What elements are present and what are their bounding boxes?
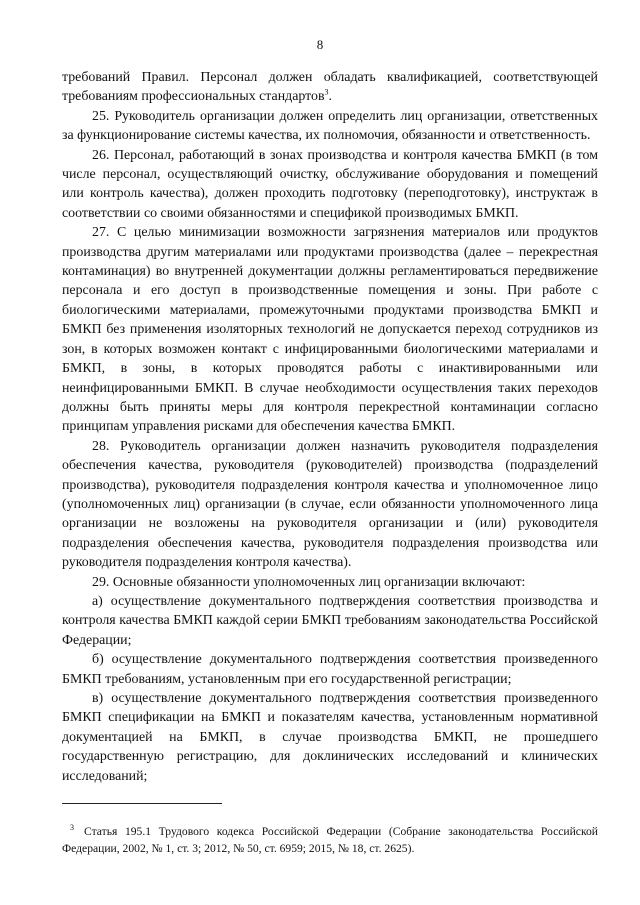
paragraph-continuation xyxy=(62,68,598,107)
paragraph-text: требований Правил. Персонал должен обладать квалификацией, соответствующей требованиям профессиональных стандартов xyxy=(62,70,598,105)
paragraph-29: 29. Основные обязанности уполномоченных лиц организации включают: xyxy=(92,574,526,590)
paragraph-29-a: а) осуществление документального подтверждения соответствия производства и контроля качества БМКП каждой серии БМКП требованиям законодательства Российской Федерации; xyxy=(62,593,598,648)
footnote-mark: 3 xyxy=(70,823,74,833)
footnote-reference: 3 xyxy=(324,87,329,97)
paragraph-tail: . xyxy=(328,89,333,105)
paragraph-26: 26. Персонал, работающий в зонах производства и контроля качества БМКП (в том числе персонал, осуществляющий очистку, обслуживание оборудования и помещений или контроль качества), должен проходить подготовку (переподготовку), инструктаж в соответствии со своими обязанностями и спецификой производимых БМКП. xyxy=(62,147,598,221)
paragraph-29-b: б) осуществление документального подтверждения соответствия произведенного БМКП требованиям, установленным при его государственной регистрации; xyxy=(62,652,598,687)
paragraph-25: 25. Руководитель организации должен определить лиц организации, ответственных за функционирование системы качества, их полномочия, обязанности и ответственность. xyxy=(62,108,598,144)
page-number: 8 xyxy=(316,37,324,52)
footnote xyxy=(62,823,598,857)
footnote-text: Статья 195.1 Трудового кодекса Российской Федерации (Собрание законодательства Российской Федерации, 2002, № 1, ст. 3; 2012, № 50, ст. 6959; 2015, № 18, ст. 2625). xyxy=(62,825,598,855)
paragraph-27: 27. С целью минимизации возможности загрязнения материалов или продуктов производства другим материалами или продуктами производства (далее – перекрестная контаминация) во внутренней документации должны регламентироваться передвижение персонала и его доступ в производственные помещения и зоны. При работе с биологическими материалами, промежуточными продуктами производства БМКП и БМКП без применения изоляторных технологий не допускается переход сотрудников из зон, в которых возможен контакт с инфицированными биологическими материалами и БМКП, в зоны, в которых проводятся работы с инактивированными или неинфицированными БМКП. В случае необходимости осуществления таких переходов должны быть приняты меры для контроля перекрестной контаминации согласно принципам управления рисками для обеспечения качества БМКП. xyxy=(62,225,598,435)
paragraph-29-v: в) осуществление документального подтверждения соответствия произведенного БМКП спецификации на БМКП и показателям качества, установленным нормативной документацией на БМКП, в случае производства БМКП, не прошедшего государственную регистрацию, для доклинических исследований и клинических исследований; xyxy=(62,691,598,784)
document-body xyxy=(62,68,598,786)
paragraph-28: 28. Руководитель организации должен назначить руководителя подразделения обеспечения качества, руководителя (руководителей) производства (подразделений производства), руководителя подразделения контроля качества и уполномоченное лицо (уполномоченных лиц) организации (в случае, если обязанности уполномоченного лица организации не возложены на руководителя организации и (или) руководителя подразделения обеспечения качества, руководителя подразделения производства или руководителя подразделения контроля качества). xyxy=(62,438,598,571)
footnote-separator xyxy=(62,803,222,804)
